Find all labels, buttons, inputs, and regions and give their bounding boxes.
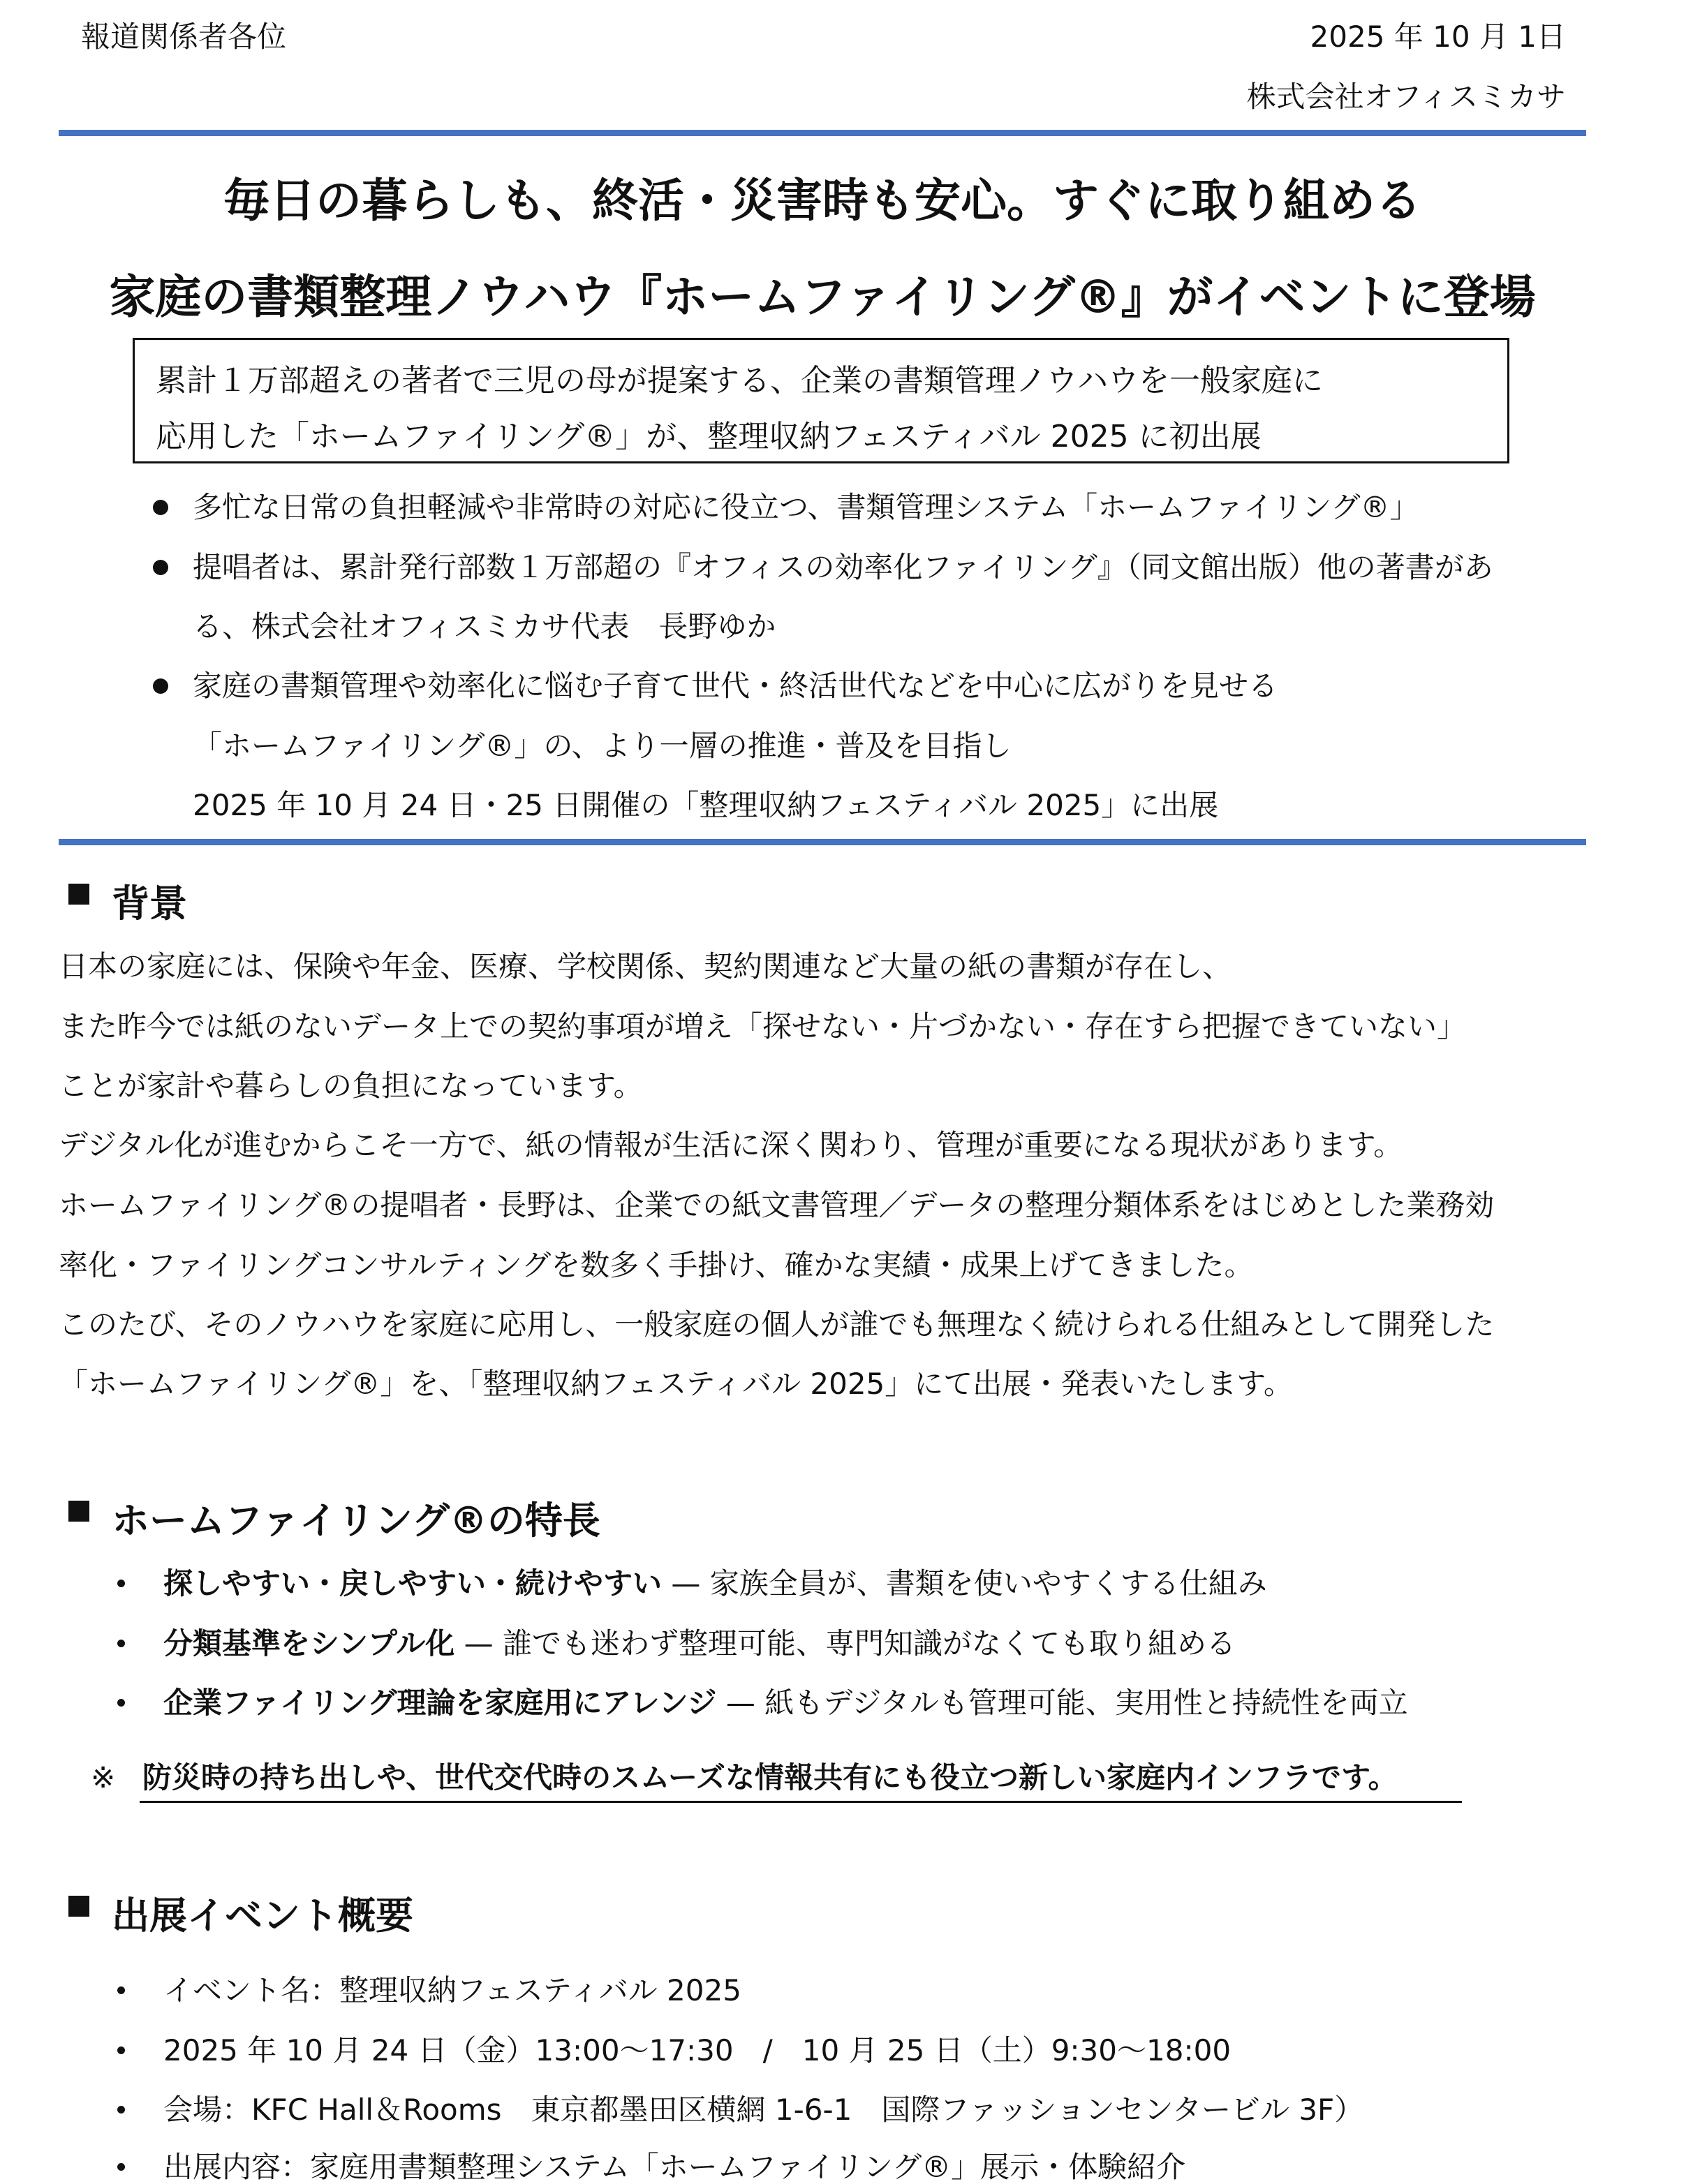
feature-bullet: [117, 1699, 125, 1707]
background-paragraph-7: このたび、そのノウハウを家庭に応用し、一般家庭の個人が誰でも無理なく続けられる仕組みとして開発した: [59, 1307, 1495, 1342]
note-underline: [140, 1801, 1462, 1803]
features-note: 防災時の持ち出しや、世代交代時のスムーズな情報共有にも役立つ新しい家庭内インフラです。: [142, 1760, 1398, 1795]
features-heading: ホームファイリング®の特長: [112, 1499, 600, 1543]
event-datetime: 2025 年 10 月 24 日（金）13:00～17:30 / 10 月 25 日（土）9:30～18:00: [163, 2033, 1232, 2067]
background-paragraph-8: 「ホームファイリング®」を、「整理収納フェスティバル 2025」にて出展・発表いたします。: [59, 1367, 1293, 1401]
title-line-2: 家庭の書類整理ノウハウ『ホームファイリング®』がイベントに登場: [109, 270, 1536, 324]
highlight-2-line-1: 提唱者は、累計発行部数１万部超の『オフィスの効率化ファイリング』（同文館出版）他の著書があ: [193, 550, 1493, 584]
summary-line-1: 累計１万部超えの著者で三児の母が提案する、企業の書類管理ノウハウを一般家庭に: [156, 363, 1323, 399]
background-heading: 背景: [112, 882, 187, 926]
summary-line-2: 応用した「ホームファイリング®」が、整理収納フェスティバル 2025 に初出展: [156, 419, 1262, 454]
feature-1-title: 探しやすい・戻しやすい・続けやすい: [163, 1566, 663, 1600]
event-name: イベント名：整理収納フェスティバル 2025: [163, 1973, 741, 2007]
section-marker: [68, 1501, 89, 1522]
company-name: 株式会社オフィスミカサ: [1246, 80, 1566, 114]
feature-2-description: — 誰でも迷わず整理可能、専門知識がなくても取り組める: [454, 1626, 1236, 1661]
bottom-divider: [59, 839, 1586, 845]
note-mark: ※: [91, 1760, 116, 1795]
feature-3-description: — 紙もデジタルも管理可能、実用性と持続性を両立: [716, 1686, 1408, 1720]
section-marker: [68, 884, 89, 905]
event-bullet: [117, 2106, 125, 2114]
feature-1-description: — 家族全員が、書類を使いやすくする仕組み: [662, 1566, 1267, 1600]
background-paragraph-1: 日本の家庭には、保険や年金、医療、学校関係、契約関連など大量の紙の書類が存在し、: [59, 949, 1232, 983]
event-bullet: [117, 2046, 125, 2054]
feature-bullet: [117, 1580, 125, 1587]
event-venue: 会場：KFC Hall＆Rooms 東京都墨田区横網 1-6-1 国際ファッションセンタービル 3F）: [163, 2093, 1364, 2127]
feature-3-title: 企業ファイリング理論を家庭用にアレンジ: [163, 1686, 717, 1720]
highlight-3-line-1: 家庭の書類管理や効率化に悩む子育て世代・終活世代などを中心に広がりを見せる: [193, 669, 1278, 703]
background-paragraph-6: 率化・ファイリングコンサルティングを数多く手掛け、確かな実績・成果上げてきました。: [59, 1248, 1254, 1282]
highlight-3-line-2: 「ホームファイリング®」の、より一層の推進・普及を目指し: [193, 729, 1012, 763]
event-bullet: [117, 2163, 125, 2171]
highlight-bullet: [153, 560, 168, 575]
feature-item-1: [163, 1566, 1267, 1600]
feature-bullet: [117, 1640, 125, 1647]
feature-item-2: [163, 1626, 1236, 1661]
release-date: 2025 年 10 月 1日: [1310, 20, 1566, 54]
event-bullet: [117, 1986, 125, 1994]
background-paragraph-4: デジタル化が進むからこそ一方で、紙の情報が生活に深く関わり、管理が重要になる現状があります。: [59, 1128, 1403, 1162]
highlight-bullet: [153, 678, 168, 694]
background-paragraph-5: ホームファイリング®の提唱者・長野は、企業での紙文書管理／データの整理分類体系をはじめとした業務効: [59, 1188, 1495, 1222]
background-paragraph-2: また昨今では紙のないデータ上での契約事項が増え「探せない・片づかない・存在すら把握できていない」: [59, 1009, 1467, 1043]
top-divider: [59, 130, 1586, 136]
feature-item-3: [163, 1688, 1408, 1718]
highlight-bullet: [153, 500, 168, 515]
feature-2-title: 分類基準をシンプル化: [163, 1626, 455, 1661]
highlight-1-line-1: 多忙な日常の負担軽減や非常時の対応に役立つ、書類管理システム「ホームファイリング®」: [193, 490, 1419, 524]
section-marker: [68, 1896, 89, 1917]
highlight-3-line-3: 2025 年 10 月 24 日・25 日開催の「整理収納フェスティバル 2025」に出展: [193, 788, 1219, 822]
event-heading: 出展イベント概要: [112, 1894, 413, 1938]
title-line-1: 毎日の暮らしも、終活・災害時も安心。すぐに取り組める: [223, 174, 1421, 228]
event-content: 出展内容：家庭用書類整理システム「ホームファイリング®」展示・体験紹介: [163, 2150, 1186, 2184]
recipient: 報道関係者各位: [81, 20, 287, 54]
summary-box: [133, 338, 1509, 463]
highlight-2-line-2: る、株式会社オフィスミカサ代表 長野ゆか: [193, 609, 776, 644]
background-paragraph-3: ことが家計や暮らしの負担になっています。: [59, 1069, 643, 1103]
